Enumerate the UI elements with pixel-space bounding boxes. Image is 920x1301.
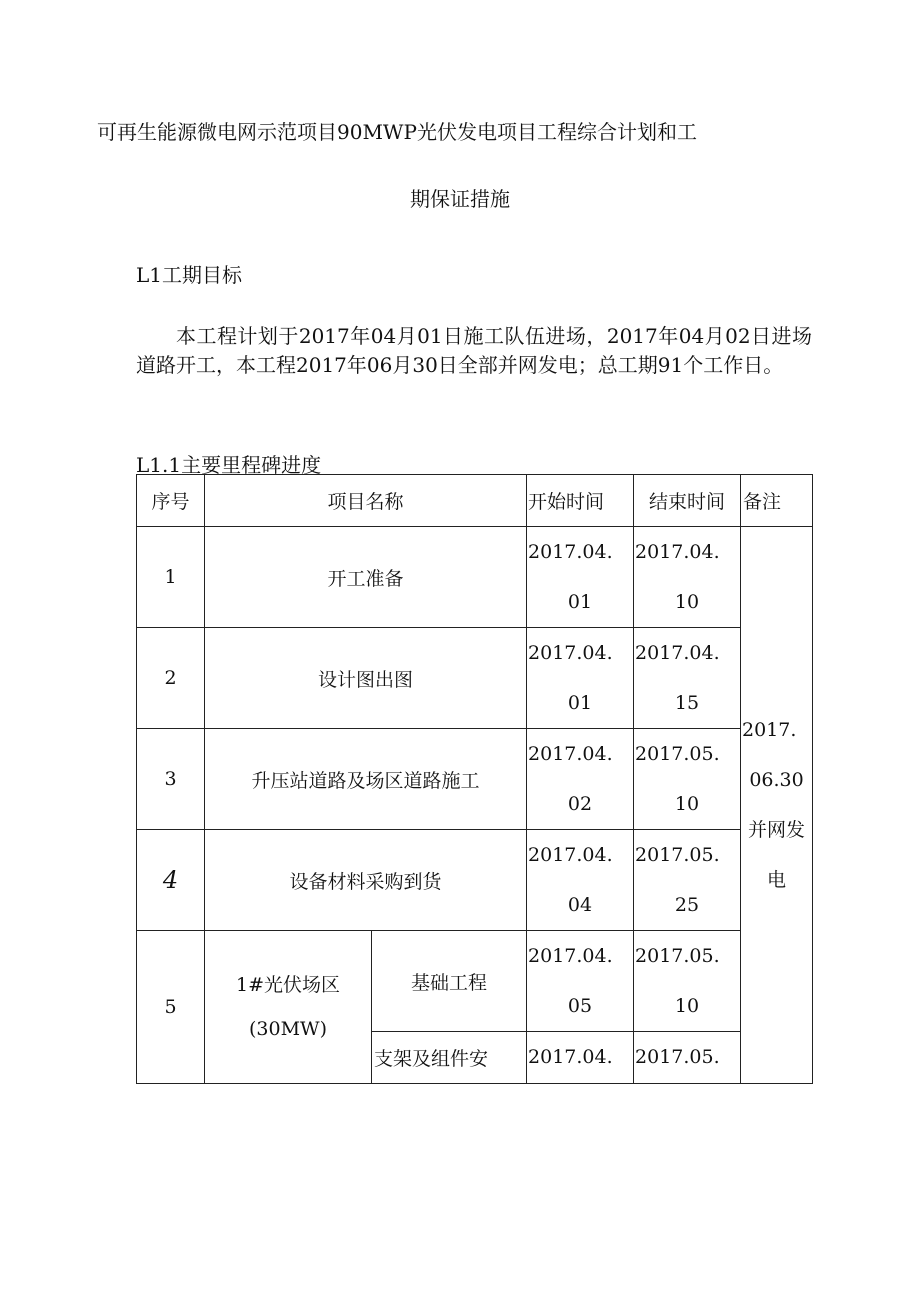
row-end	[634, 931, 741, 1032]
header-end: 结束时间	[634, 475, 741, 527]
end-date-part1: 2017.05.	[635, 1046, 720, 1068]
table-header-row	[137, 475, 813, 527]
start-date-part2: 02	[567, 793, 593, 815]
start-date-part1: 2017.04.	[528, 541, 613, 563]
table-row	[137, 527, 813, 628]
end-date-part1: 2017.05.	[635, 743, 720, 765]
row-end	[634, 527, 741, 628]
row-seq: 2	[137, 628, 205, 729]
end-date-part2: 25	[674, 894, 700, 916]
header-seq: 序号	[137, 475, 205, 527]
header-note: 备注	[741, 475, 813, 527]
row-name: 设计图出图	[205, 628, 527, 729]
start-date-part2: 04	[567, 894, 593, 916]
end-date-part1: 2017.05.	[635, 945, 720, 967]
end-date-part1: 2017.04.	[635, 642, 720, 664]
end-date-part1: 2017.04.	[635, 541, 720, 563]
start-date-part1: 2017.04.	[528, 844, 613, 866]
note-line4: 电	[767, 869, 787, 891]
row-start	[527, 628, 634, 729]
header-name: 项目名称	[205, 475, 527, 527]
zone-name: 1#光伏场区	[235, 974, 340, 996]
start-date-part1: 2017.04.	[528, 1046, 613, 1068]
document-title-line2: 期保证措施	[410, 187, 510, 211]
start-date-part2: 01	[567, 591, 593, 613]
row-end	[634, 628, 741, 729]
milestone-table	[136, 474, 813, 1084]
row-seq: 5	[137, 931, 205, 1084]
intro-paragraph: 本工程计划于2017年04月01日施工队伍进场，2017年04月02日进场道路开工，本工程2017年06月30日全部并网发电；总工期91个工作日。	[136, 324, 812, 377]
table-row	[137, 628, 813, 729]
end-date-part2: 10	[674, 591, 700, 613]
end-date-part2: 10	[674, 995, 700, 1017]
row-start	[527, 830, 634, 931]
start-date-part1: 2017.04.	[528, 743, 613, 765]
row-name: 设备材料采购到货	[205, 830, 527, 931]
start-date-part2: 01	[567, 692, 593, 714]
row-name: 开工准备	[205, 527, 527, 628]
row-start	[527, 1032, 634, 1084]
start-date-part2: 05	[567, 995, 593, 1017]
note-line1: 2017.	[742, 719, 797, 741]
start-date-part1: 2017.04.	[528, 945, 613, 967]
row-end	[634, 729, 741, 830]
note-line3: 并网发	[748, 819, 806, 841]
row-seq: 1	[137, 527, 205, 628]
row-end	[634, 830, 741, 931]
end-date-part2: 15	[674, 692, 700, 714]
end-date-part2: 10	[674, 793, 700, 815]
row-subitem-name: 基础工程	[372, 931, 527, 1032]
document-title-line1: 可再生能源微电网示范项目90MWP光伏发电项目工程综合计划和工	[97, 120, 697, 144]
zone-capacity: (30MW)	[249, 1018, 327, 1040]
row-start	[527, 527, 634, 628]
row-seq: 4	[137, 830, 205, 931]
note-cell	[741, 527, 813, 1084]
header-start: 开始时间	[527, 475, 634, 527]
row-name: 升压站道路及场区道路施工	[205, 729, 527, 830]
section-heading: L1工期目标	[136, 263, 243, 287]
row-start	[527, 931, 634, 1032]
row-seq: 3	[137, 729, 205, 830]
table-row	[137, 729, 813, 830]
end-date-part1: 2017.05.	[635, 844, 720, 866]
row-start	[527, 729, 634, 830]
milestone-heading: L1.1主要里程碑进度	[136, 453, 322, 477]
row-zone	[205, 931, 372, 1084]
row-end	[634, 1032, 741, 1084]
table-row	[137, 931, 813, 1032]
note-line2: 06.30	[749, 769, 804, 791]
row-subitem-name: 支架及组件安	[372, 1032, 527, 1084]
start-date-part1: 2017.04.	[528, 642, 613, 664]
table-row	[137, 830, 813, 931]
